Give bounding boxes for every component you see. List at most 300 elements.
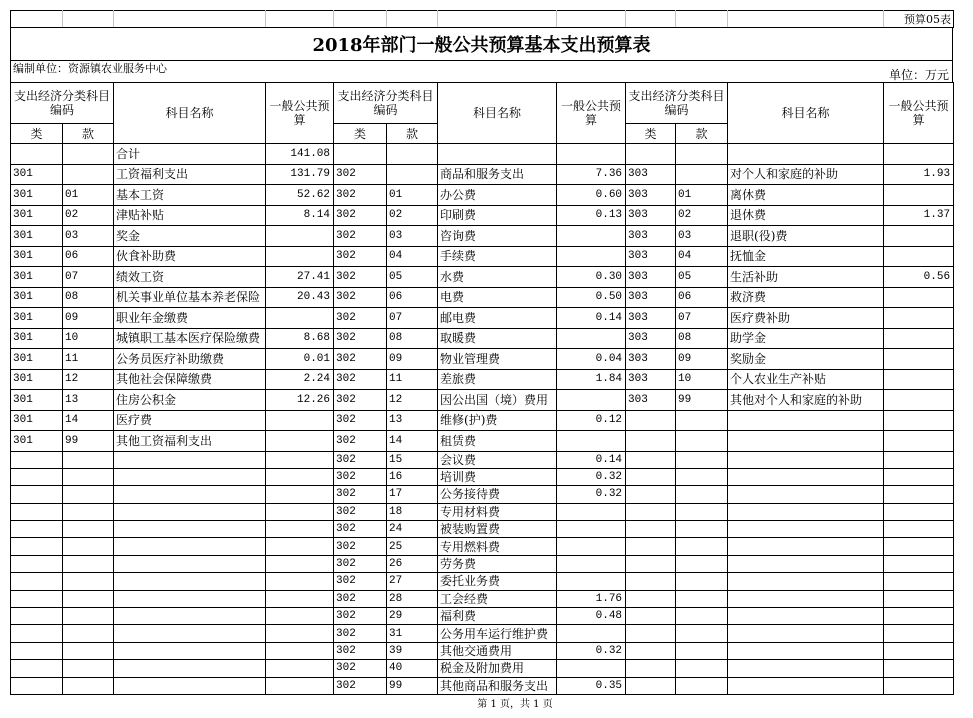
cell-item-code: 17 (387, 486, 438, 503)
cell-item-code: 09 (676, 349, 728, 370)
cell-item-code: 02 (676, 205, 728, 226)
cell-amount: 1.93 (884, 164, 954, 185)
cell-class-code (626, 573, 676, 590)
unit-label: 单位：万元 (888, 68, 949, 82)
cell-item-code (676, 573, 728, 590)
cell-item-code: 08 (63, 287, 114, 308)
cell-subject-name (728, 677, 884, 694)
header-code-group: 支出经济分类科目编码 (11, 83, 114, 124)
top-row-cell (626, 11, 676, 28)
cell-amount (557, 144, 626, 165)
cell-amount (266, 246, 334, 267)
cell-class-code: 302 (334, 369, 387, 390)
top-row-cell (438, 11, 557, 28)
cell-item-code (676, 642, 728, 659)
cell-amount: 0.14 (557, 451, 626, 468)
cell-subject-name (728, 144, 884, 165)
cell-amount (266, 503, 334, 520)
cell-amount (884, 642, 954, 659)
table-row (11, 608, 954, 625)
table-row (11, 642, 954, 659)
cell-subject-name: 工会经费 (438, 590, 557, 607)
cell-class-code (11, 144, 63, 165)
header-subject-name: 科目名称 (728, 83, 884, 144)
cell-amount (884, 287, 954, 308)
cell-class-code: 303 (626, 267, 676, 288)
cell-amount: 0.04 (557, 349, 626, 370)
page-title: 2018年部门一般公共预算基本支出预算表 (10, 27, 953, 61)
cell-class-code: 303 (626, 287, 676, 308)
cell-item-code: 01 (63, 185, 114, 206)
cell-class-code: 303 (626, 164, 676, 185)
cell-subject-name: 其他交通费用 (438, 642, 557, 659)
cell-amount (884, 410, 954, 431)
cell-class-code (11, 555, 63, 572)
cell-amount (884, 431, 954, 452)
cell-subject-name (728, 625, 884, 642)
cell-amount (557, 390, 626, 411)
cell-item-code: 18 (387, 503, 438, 520)
cell-item-code (63, 451, 114, 468)
cell-amount (557, 431, 626, 452)
cell-subject-name: 伙食补助费 (114, 246, 266, 267)
cell-item-code: 27 (387, 573, 438, 590)
table-row (11, 369, 954, 390)
table-row (11, 144, 954, 165)
cell-subject-name: 机关事业单位基本养老保险 (114, 287, 266, 308)
table-row (11, 267, 954, 288)
cell-subject-name: 维修(护)费 (438, 410, 557, 431)
table-row (11, 410, 954, 431)
header-class: 类 (334, 124, 387, 144)
cell-amount (884, 573, 954, 590)
cell-amount (884, 349, 954, 370)
cell-class-code: 301 (11, 287, 63, 308)
cell-class-code: 302 (334, 660, 387, 677)
cell-subject-name (438, 144, 557, 165)
table-row (11, 451, 954, 468)
cell-item-code (63, 164, 114, 185)
table-row (11, 625, 954, 642)
cell-amount (557, 555, 626, 572)
cell-item-code: 14 (387, 431, 438, 452)
cell-amount: 0.30 (557, 267, 626, 288)
cell-subject-name: 福利费 (438, 608, 557, 625)
cell-amount (557, 246, 626, 267)
cell-class-code: 302 (334, 486, 387, 503)
header-subject-name: 科目名称 (438, 83, 557, 144)
table-row (11, 555, 954, 572)
cell-amount: 0.50 (557, 287, 626, 308)
cell-item-code (63, 590, 114, 607)
cell-subject-name (728, 410, 884, 431)
top-row-cell (266, 11, 334, 28)
cell-class-code (626, 451, 676, 468)
cell-item-code: 39 (387, 642, 438, 659)
cell-subject-name (728, 555, 884, 572)
cell-subject-name: 住房公积金 (114, 390, 266, 411)
cell-class-code (626, 642, 676, 659)
cell-subject-name: 公务接待费 (438, 486, 557, 503)
cell-class-code: 301 (11, 246, 63, 267)
cell-amount: 8.14 (266, 205, 334, 226)
cell-subject-name: 商品和服务支出 (438, 164, 557, 185)
cell-class-code: 302 (334, 349, 387, 370)
cell-subject-name: 物业管理费 (438, 349, 557, 370)
cell-subject-name: 对个人和家庭的补助 (728, 164, 884, 185)
cell-amount: 8.68 (266, 328, 334, 349)
cell-subject-name: 印刷费 (438, 205, 557, 226)
cell-class-code: 303 (626, 349, 676, 370)
cell-class-code: 301 (11, 226, 63, 247)
cell-amount: 131.79 (266, 164, 334, 185)
cell-class-code: 302 (334, 287, 387, 308)
cell-subject-name (728, 660, 884, 677)
cell-subject-name: 合计 (114, 144, 266, 165)
cell-item-code: 04 (387, 246, 438, 267)
cell-class-code: 301 (11, 205, 63, 226)
cell-class-code: 301 (11, 308, 63, 329)
cell-amount: 0.32 (557, 642, 626, 659)
cell-item-code (676, 431, 728, 452)
top-row-cell (334, 11, 387, 28)
cell-amount (557, 573, 626, 590)
sheet-tag: 预算05表 (884, 11, 954, 28)
top-row-cell (63, 11, 114, 28)
cell-item-code: 11 (387, 369, 438, 390)
cell-subject-name: 咨询费 (438, 226, 557, 247)
cell-subject-name: 其他对个人和家庭的补助 (728, 390, 884, 411)
top-row-cell (557, 11, 626, 28)
cell-subject-name: 基本工资 (114, 185, 266, 206)
cell-class-code (11, 468, 63, 485)
cell-class-code: 301 (11, 164, 63, 185)
cell-class-code: 302 (334, 246, 387, 267)
cell-subject-name: 专用材料费 (438, 503, 557, 520)
cell-class-code: 303 (626, 369, 676, 390)
cell-amount (884, 468, 954, 485)
cell-amount (266, 608, 334, 625)
cell-class-code: 302 (334, 410, 387, 431)
cell-item-code (63, 144, 114, 165)
cell-subject-name: 邮电费 (438, 308, 557, 329)
cell-class-code: 301 (11, 369, 63, 390)
header-code-group: 支出经济分类科目编码 (626, 83, 728, 124)
cell-item-code (676, 608, 728, 625)
cell-subject-name: 救济费 (728, 287, 884, 308)
cell-item-code: 02 (63, 205, 114, 226)
header-subject-name: 科目名称 (114, 83, 266, 144)
cell-subject-name: 劳务费 (438, 555, 557, 572)
cell-amount: 52.62 (266, 185, 334, 206)
cell-subject-name (728, 451, 884, 468)
cell-amount: 0.56 (884, 267, 954, 288)
table-row (11, 164, 954, 185)
cell-item-code: 03 (63, 226, 114, 247)
cell-subject-name: 医疗费 (114, 410, 266, 431)
cell-item-code (676, 521, 728, 538)
cell-item-code: 99 (63, 431, 114, 452)
cell-item-code (676, 677, 728, 694)
cell-item-code (676, 625, 728, 642)
cell-class-code (626, 486, 676, 503)
cell-subject-name: 奖金 (114, 226, 266, 247)
cell-amount (266, 468, 334, 485)
header-general-budget: 一般公共预算 (557, 83, 626, 144)
info-row (10, 61, 953, 82)
cell-amount (884, 369, 954, 390)
cell-item-code: 02 (387, 205, 438, 226)
cell-class-code: 302 (334, 625, 387, 642)
cell-class-code (626, 660, 676, 677)
cell-subject-name (114, 468, 266, 485)
cell-subject-name (114, 503, 266, 520)
cell-subject-name (114, 642, 266, 659)
cell-amount (884, 521, 954, 538)
cell-class-code: 301 (11, 431, 63, 452)
header-code-group: 支出经济分类科目编码 (334, 83, 438, 124)
cell-subject-name: 抚恤金 (728, 246, 884, 267)
top-row-cell (728, 11, 884, 28)
cell-subject-name (728, 468, 884, 485)
cell-item-code: 07 (63, 267, 114, 288)
cell-amount (884, 246, 954, 267)
cell-subject-name (728, 573, 884, 590)
cell-class-code (11, 486, 63, 503)
cell-subject-name (728, 503, 884, 520)
cell-subject-name: 其他社会保障缴费 (114, 369, 266, 390)
cell-subject-name: 因公出国（境）费用 (438, 390, 557, 411)
table-row (11, 573, 954, 590)
cell-subject-name: 医疗费补助 (728, 308, 884, 329)
cell-class-code: 302 (334, 555, 387, 572)
cell-amount: 7.36 (557, 164, 626, 185)
cell-item-code: 15 (387, 451, 438, 468)
cell-item-code: 06 (676, 287, 728, 308)
top-row (11, 11, 954, 28)
cell-amount (884, 625, 954, 642)
cell-amount (557, 521, 626, 538)
cell-subject-name (114, 521, 266, 538)
table-row (11, 246, 954, 267)
cell-class-code: 303 (626, 205, 676, 226)
cell-class-code: 301 (11, 267, 63, 288)
cell-amount (884, 503, 954, 520)
cell-subject-name: 工资福利支出 (114, 164, 266, 185)
cell-item-code: 99 (676, 390, 728, 411)
cell-subject-name: 津贴补贴 (114, 205, 266, 226)
cell-class-code: 303 (626, 246, 676, 267)
table-row (11, 521, 954, 538)
header-item: 款 (676, 124, 728, 144)
cell-subject-name: 公务用车运行维护费 (438, 625, 557, 642)
cell-amount: 0.12 (557, 410, 626, 431)
cell-amount: 1.84 (557, 369, 626, 390)
cell-subject-name (728, 538, 884, 555)
cell-class-code (626, 590, 676, 607)
header-item: 款 (387, 124, 438, 144)
cell-class-code: 301 (11, 390, 63, 411)
table-row (11, 328, 954, 349)
cell-item-code (63, 677, 114, 694)
cell-subject-name: 助学金 (728, 328, 884, 349)
cell-amount (266, 226, 334, 247)
cell-item-code (387, 164, 438, 185)
table-row (11, 226, 954, 247)
cell-class-code: 302 (334, 431, 387, 452)
cell-subject-name: 被装购置费 (438, 521, 557, 538)
cell-amount (266, 308, 334, 329)
table-row (11, 677, 954, 694)
cell-class-code (11, 625, 63, 642)
table-row (11, 503, 954, 520)
sheet-top-row (10, 10, 954, 28)
cell-class-code: 302 (334, 451, 387, 468)
cell-item-code: 01 (387, 185, 438, 206)
cell-amount (884, 555, 954, 572)
cell-subject-name (114, 625, 266, 642)
header-general-budget: 一般公共预算 (266, 83, 334, 144)
cell-class-code: 302 (334, 164, 387, 185)
table-row (11, 349, 954, 370)
cell-amount: 0.14 (557, 308, 626, 329)
cell-subject-name (114, 555, 266, 572)
cell-amount (557, 625, 626, 642)
header-general-budget: 一般公共预算 (884, 83, 954, 144)
cell-class-code (626, 608, 676, 625)
cell-amount: 1.76 (557, 590, 626, 607)
cell-amount (884, 486, 954, 503)
cell-amount (884, 538, 954, 555)
table-row (11, 287, 954, 308)
cell-class-code (11, 503, 63, 520)
cell-class-code: 302 (334, 468, 387, 485)
cell-subject-name (114, 451, 266, 468)
cell-item-code: 10 (63, 328, 114, 349)
cell-amount (557, 503, 626, 520)
cell-subject-name: 生活补助 (728, 267, 884, 288)
cell-item-code (63, 486, 114, 503)
cell-class-code: 303 (626, 328, 676, 349)
cell-amount (266, 677, 334, 694)
cell-amount (266, 486, 334, 503)
cell-class-code (11, 660, 63, 677)
cell-item-code (676, 410, 728, 431)
cell-amount (884, 660, 954, 677)
cell-class-code (626, 677, 676, 694)
cell-class-code (626, 503, 676, 520)
cell-class-code: 303 (626, 390, 676, 411)
cell-item-code: 13 (387, 410, 438, 431)
cell-amount: 0.60 (557, 185, 626, 206)
cell-class-code: 302 (334, 226, 387, 247)
cell-amount (884, 390, 954, 411)
cell-item-code: 06 (63, 246, 114, 267)
cell-class-code: 302 (334, 677, 387, 694)
cell-item-code: 03 (676, 226, 728, 247)
cell-amount (884, 308, 954, 329)
table-row (11, 431, 954, 452)
cell-amount (557, 660, 626, 677)
cell-item-code (63, 555, 114, 572)
cell-class-code: 303 (626, 185, 676, 206)
cell-subject-name: 绩效工资 (114, 267, 266, 288)
cell-class-code (626, 431, 676, 452)
cell-amount (266, 538, 334, 555)
table-row (11, 205, 954, 226)
cell-item-code (676, 451, 728, 468)
cell-class-code (334, 144, 387, 165)
cell-class-code (626, 625, 676, 642)
cell-item-code (63, 538, 114, 555)
cell-subject-name: 税金及附加费用 (438, 660, 557, 677)
cell-subject-name: 会议费 (438, 451, 557, 468)
cell-amount (266, 410, 334, 431)
table-row (11, 538, 954, 555)
cell-item-code: 04 (676, 246, 728, 267)
cell-item-code: 12 (387, 390, 438, 411)
cell-item-code: 16 (387, 468, 438, 485)
cell-item-code: 99 (387, 677, 438, 694)
cell-class-code (11, 538, 63, 555)
cell-item-code: 08 (387, 328, 438, 349)
cell-class-code: 301 (11, 185, 63, 206)
cell-subject-name: 退休费 (728, 205, 884, 226)
cell-class-code (626, 555, 676, 572)
cell-subject-name: 培训费 (438, 468, 557, 485)
cell-item-code: 40 (387, 660, 438, 677)
cell-class-code: 301 (11, 328, 63, 349)
cell-class-code (11, 590, 63, 607)
cell-class-code: 302 (334, 205, 387, 226)
cell-item-code: 07 (387, 308, 438, 329)
cell-subject-name: 办公费 (438, 185, 557, 206)
header-class: 类 (11, 124, 63, 144)
cell-subject-name: 委托业务费 (438, 573, 557, 590)
header-row (11, 83, 954, 124)
cell-item-code: 13 (63, 390, 114, 411)
top-row-cell (387, 11, 438, 28)
cell-amount (557, 538, 626, 555)
cell-class-code: 302 (334, 328, 387, 349)
cell-item-code (63, 521, 114, 538)
cell-class-code (626, 410, 676, 431)
cell-amount (266, 431, 334, 452)
cell-subject-name (114, 590, 266, 607)
cell-class-code: 302 (334, 503, 387, 520)
cell-subject-name (114, 538, 266, 555)
cell-amount: 27.41 (266, 267, 334, 288)
cell-subject-name (728, 590, 884, 607)
cell-amount (266, 642, 334, 659)
cell-amount: 0.32 (557, 468, 626, 485)
cell-amount (266, 555, 334, 572)
table-row (11, 660, 954, 677)
cell-item-code (676, 503, 728, 520)
cell-amount (884, 451, 954, 468)
cell-subject-name: 退职(役)费 (728, 226, 884, 247)
cell-item-code: 05 (387, 267, 438, 288)
cell-amount (884, 677, 954, 694)
org-label: 编制单位：资源镇农业服务中心 (13, 62, 167, 75)
cell-amount: 0.01 (266, 349, 334, 370)
cell-subject-name (114, 573, 266, 590)
cell-subject-name: 城镇职工基本医疗保险缴费 (114, 328, 266, 349)
cell-item-code: 07 (676, 308, 728, 329)
budget-table (10, 82, 954, 695)
cell-amount (266, 573, 334, 590)
cell-subject-name: 手续费 (438, 246, 557, 267)
